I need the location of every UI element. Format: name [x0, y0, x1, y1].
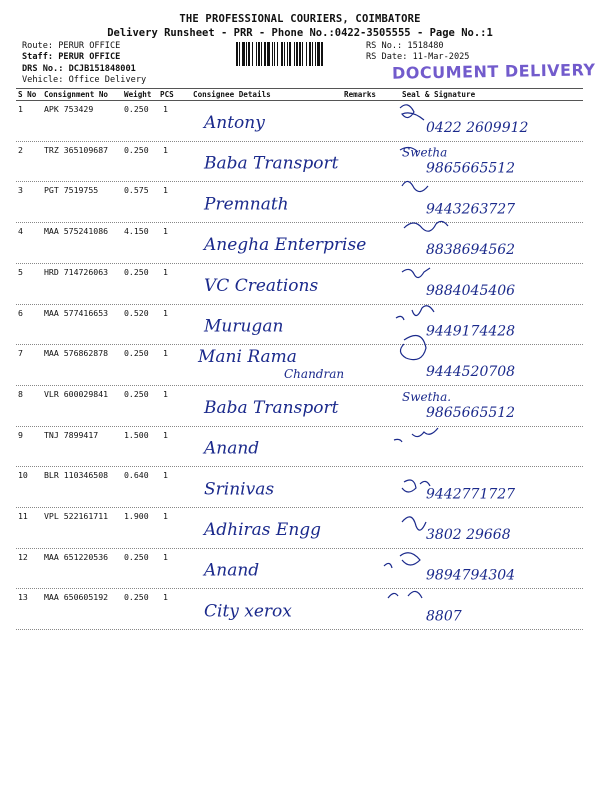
- receiver-phone-handwritten: 9884045406: [426, 282, 516, 299]
- receiver-phone-handwritten: 9444520708: [426, 364, 516, 381]
- row-weight: 0.250: [124, 592, 149, 603]
- row-divider: [16, 629, 583, 630]
- row-divider: [16, 507, 583, 508]
- signature-scribble: [402, 181, 428, 191]
- receiver-phone-handwritten: 8807: [426, 608, 462, 625]
- receiver-phone-handwritten: 9894794304: [426, 567, 516, 584]
- row-consignment-no: TNJ 7899417: [44, 429, 99, 440]
- row-pcs: 1: [163, 470, 168, 481]
- row-sno: 4: [18, 226, 23, 237]
- row-sno: 2: [18, 144, 23, 155]
- row-weight: 0.640: [124, 470, 149, 481]
- row-weight: 0.250: [124, 266, 149, 277]
- row-divider: [16, 263, 583, 264]
- consignee-name-handwritten: Murugan: [204, 316, 284, 337]
- signature-scribble: [394, 428, 438, 442]
- row-pcs: 1: [163, 388, 168, 399]
- row-divider: [16, 466, 583, 467]
- receiver-phone-handwritten: 9443263727: [426, 201, 516, 218]
- signature-scribble: [402, 480, 430, 492]
- row-consignment-no: BLR 110346508: [44, 470, 109, 481]
- row-pcs: 1: [163, 307, 168, 318]
- row-pcs: 1: [163, 185, 168, 196]
- signature-scribble: [384, 553, 420, 568]
- row-weight: 1.500: [124, 429, 149, 440]
- row-sno: 3: [18, 185, 23, 196]
- col-header-remarks: Remarks: [344, 90, 377, 99]
- receiver-phone-handwritten: 0422 2609912: [426, 120, 529, 136]
- consignee-name-handwritten: Chandran: [284, 367, 345, 382]
- row-weight: 0.575: [124, 185, 149, 196]
- row-consignment-no: PGT 7519755: [44, 185, 99, 196]
- row-divider: [16, 222, 583, 223]
- row-pcs: 1: [163, 551, 168, 562]
- col-header-seal: Seal & Signature: [402, 90, 476, 99]
- signer-name-handwritten: Swetha: [402, 145, 448, 160]
- col-header-consignee: Consignee Details: [193, 90, 271, 99]
- row-sno: 12: [18, 551, 28, 562]
- row-divider: [16, 141, 583, 142]
- row-sno: 7: [18, 348, 23, 359]
- receiver-phone-handwritten: 9449174428: [426, 323, 516, 340]
- row-sno: 5: [18, 266, 23, 277]
- rs-number: RS No.: 1518480: [366, 41, 444, 51]
- document-delivery-stamp: DOCUMENT DELIVERY: [391, 60, 596, 83]
- row-consignment-no: APK 753429: [44, 104, 94, 114]
- row-pcs: 1: [163, 266, 168, 277]
- signature-scribble: [400, 147, 418, 152]
- consignee-name-handwritten: City xerox: [204, 601, 292, 622]
- company-title: THE PROFESSIONAL COURIERS, COIMBATORE: [179, 13, 421, 25]
- barcode: [236, 42, 360, 66]
- row-pcs: 1: [163, 592, 168, 603]
- consignee-name-handwritten: Anand: [204, 438, 260, 459]
- signature-scribble: [402, 268, 430, 278]
- signature-scribble: [388, 591, 422, 598]
- row-divider: [16, 385, 583, 386]
- row-consignment-no: MAA 577416653: [44, 307, 109, 318]
- route-label: Route: PERUR OFFICE: [22, 41, 121, 51]
- consignee-name-handwritten: Baba Transport: [204, 153, 339, 174]
- row-weight: 0.250: [124, 104, 149, 114]
- row-weight: 4.150: [124, 226, 149, 237]
- table-header-rule: [16, 100, 583, 101]
- staff-label: Staff: PERUR OFFICE: [22, 52, 121, 62]
- row-sno: 9: [18, 429, 23, 440]
- row-divider: [16, 304, 583, 305]
- row-divider: [16, 548, 583, 549]
- row-divider: [16, 344, 583, 345]
- vehicle-label: Vehicle: Office Delivery: [22, 75, 147, 85]
- runsheet-subtitle: Delivery Runsheet - PRR - Phone No.:0422-3505555 - Page No.:1: [107, 27, 493, 39]
- row-pcs: 1: [163, 226, 168, 237]
- row-pcs: 1: [163, 429, 168, 440]
- row-consignment-no: VPL 522161711: [44, 511, 109, 521]
- consignee-name-handwritten: Antony: [204, 113, 265, 133]
- consignee-name-handwritten: Srinivas: [204, 479, 275, 500]
- signature-scribble: [402, 517, 426, 530]
- row-consignment-no: MAA 651220536: [44, 551, 109, 562]
- drs-number: DRS No.: DCJB151848001: [22, 64, 136, 74]
- consignee-name-handwritten: Anand: [204, 560, 260, 581]
- row-weight: 0.520: [124, 307, 149, 318]
- consignee-name-handwritten: Anegha Enterprise: [204, 235, 367, 256]
- row-sno: 10: [18, 470, 28, 481]
- row-pcs: 1: [163, 511, 168, 521]
- consignee-name-handwritten: Premnath: [204, 194, 289, 215]
- signer-name-handwritten: Swetha.: [402, 389, 452, 404]
- row-divider: [16, 588, 583, 589]
- receiver-phone-handwritten: 9865665512: [426, 160, 516, 177]
- receiver-phone-handwritten: 8838694562: [426, 242, 516, 259]
- row-divider: [16, 426, 583, 427]
- row-pcs: 1: [163, 104, 168, 114]
- receiver-phone-handwritten: 9865665512: [426, 404, 516, 421]
- row-consignment-no: MAA 650605192: [44, 592, 109, 603]
- row-consignment-no: MAA 575241086: [44, 226, 109, 237]
- signature-scribble: [400, 336, 426, 360]
- receiver-phone-handwritten: 3802 29668: [426, 527, 511, 543]
- row-weight: 0.250: [124, 348, 149, 359]
- row-weight: 0.250: [124, 388, 149, 399]
- row-sno: 8: [18, 388, 23, 399]
- row-sno: 11: [18, 511, 28, 521]
- receiver-phone-handwritten: 9442771727: [426, 486, 516, 503]
- signature-scribble: [396, 306, 434, 320]
- signature-scribble: [400, 105, 424, 120]
- row-consignment-no: MAA 576862878: [44, 348, 109, 359]
- row-weight: 1.900: [124, 511, 149, 521]
- row-sno: 13: [18, 592, 28, 603]
- col-header-consignment: Consignment No: [44, 90, 109, 99]
- row-sno: 1: [18, 104, 23, 114]
- consignee-name-handwritten: VC Creations: [204, 275, 319, 296]
- row-divider: [16, 181, 583, 182]
- consignee-name-handwritten: Mani Rama: [198, 347, 297, 368]
- row-consignment-no: TRZ 365109687: [44, 144, 109, 155]
- row-weight: 0.250: [124, 551, 149, 562]
- row-consignment-no: VLR 600029841: [44, 388, 109, 399]
- consignee-name-handwritten: Adhiras Engg: [204, 520, 322, 540]
- row-pcs: 1: [163, 144, 168, 155]
- table-top-rule: [16, 88, 583, 89]
- col-header-weight: Weight: [124, 90, 152, 99]
- col-header-sno: S No: [18, 90, 37, 99]
- col-header-pcs: PCS: [160, 90, 174, 99]
- rs-date: RS Date: 11-Mar-2025: [366, 52, 470, 62]
- row-pcs: 1: [163, 348, 168, 359]
- row-sno: 6: [18, 307, 23, 318]
- consignee-name-handwritten: Baba Transport: [204, 397, 339, 418]
- row-weight: 0.250: [124, 144, 149, 155]
- row-consignment-no: HRD 714726063: [44, 266, 109, 277]
